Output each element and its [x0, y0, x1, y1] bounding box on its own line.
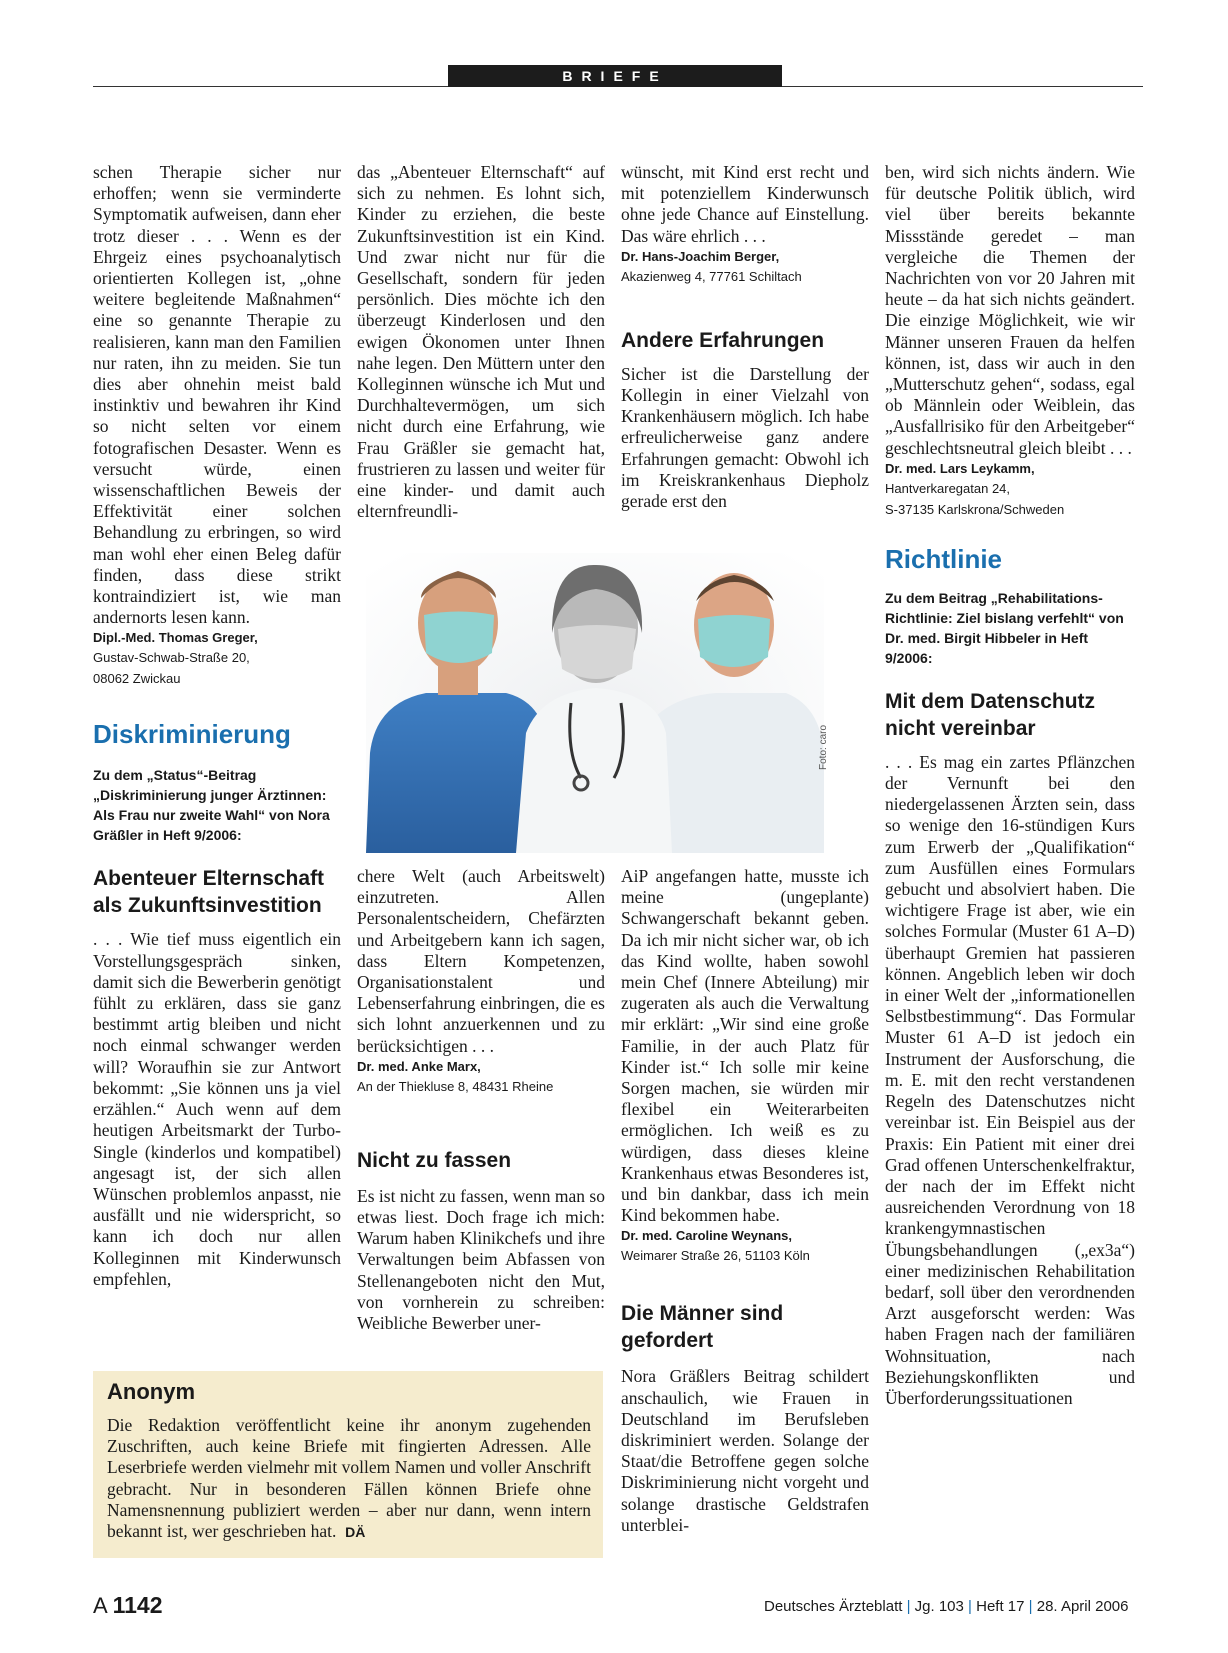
- column-3: [621, 162, 869, 512]
- page-number-value: 1142: [112, 1592, 163, 1618]
- page-number: [93, 1592, 163, 1619]
- page-prefix: A: [93, 1593, 107, 1618]
- author-address: Weimarer Straße 26, 51103 Köln: [621, 1248, 810, 1264]
- anonym-notice-box: [93, 1371, 603, 1558]
- author-address: Gustav-Schwab-Straße 20,: [93, 650, 250, 666]
- notice-text: Die Redaktion veröffentlicht keine ihr anonym zugehenden Zuschriften, auch keine Briefe mit fingierten Adressen. Alle Leserbriefe werden vielmehr mit vollem Namen und voller Anschrift gebracht. Nur in besonderen Fällen können Briefe ohne Namensnennung publiziert werden – aber nur dann, wenn intern bekannt ist, wer geschrieben hat.: [107, 1415, 591, 1542]
- letter-text: AiP angefangen hatte, musste ich meine (ungeplante) Schwangerschaft bekannt geben. Da ich mir nicht sicher war, ob ich das Kind wollte, haben sowohl mein Chef (Innere Abteilung) mir zugeraten als auch die Verwaltung mir erklärt: „Wir sind eine große Familie, in der auch Platz für Kinder ist.“ Ich solle mir keine Sorgen machen, sie würden mir flexibel ein Weiterarbeiten ermöglichen. Ich weiß es zu würdigen, dass dieses kleine Krankenhaus etwas Besonderes ist, und bin dankbar, dass ich mein Kind bekommen habe.: [621, 866, 869, 1226]
- letter-text: Es ist nicht zu fassen, wenn man so etwas liest. Doch frage ich mich: Warum haben Klinikchefs und ihre Verwaltungen beim Abfassen von Stellenangeboten nicht den Mut, von vornherein zu schreiben: Weibliche Bewerber uner-: [357, 1185, 605, 1334]
- letter-text: Sicher ist die Darstellung der Kollegin in einer Vielzahl von Krankenhäusern möglich. Ich habe erfreulicherweise ganz andere Erfahrungen gemacht: Obwohl ich im Kreiskrankenhaus Diepholz gerade erst den: [621, 363, 869, 512]
- letter-text: . . . Es mag ein zartes Pflänzchen der Vernunft bei den niedergelassenen Ärzten sein, dass so wenige den 16-stündigen Kurs zum Erwerb der „Qualifikation“ zum Ausfüllen eines Formulars gebucht und absolviert haben. Die wichtigere Frage ist aber, wie ein solches Formular (Muster 61 A–D) überhaupt Gremien hat passieren können. Angeblich leben wir doch in einer Welt der „informationellen Selbstbestimmung“. Das Formular Muster 61 A–D ist jedoch ein Instrument der Ausforschung, die m. E. mit den recht verstandenen Regeln des Datenschutzes nicht vereinbar ist. Ein Beispiel aus der Praxis: Ein Patient mit einer drei Grad offenen Unterschenkelfraktur, der nach der im Effekt nicht ausreichenden Verordnung von 18 krankengymnastischen Übungsbehandlungen („ex3a“) einer medizinischen Rehabilitation bedarf, soll über den verordnenden Arzt ausgeforscht werden: Was haben Fragen nach der familiären Wohnsituation, nach Beziehungskonflikten und Überforderungssituationen: [885, 751, 1135, 1408]
- letter-headline: Mit dem Datenschutz nicht vereinbar: [885, 689, 1096, 740]
- author-address: S-37135 Karlskrona/Schweden: [885, 501, 1065, 517]
- column-2-lower: [357, 866, 605, 1334]
- column-3-lower: [621, 866, 869, 1536]
- column-1: [93, 162, 341, 1290]
- journal-date: 28. April 2006: [1036, 1598, 1129, 1615]
- journal-info: Deutsches Ärzteblatt | Jg. 103 | Heft 17 | 28. April 2006: [764, 1598, 1129, 1615]
- author-name: Dipl.-Med. Thomas Greger,: [93, 630, 258, 646]
- author-address: 08062 Zwickau: [93, 671, 181, 687]
- journal-name: Deutsches Ärzteblatt: [764, 1598, 903, 1615]
- letter-headline: Die Männer sind gefordert: [621, 1302, 784, 1353]
- doctors-photo: [366, 553, 824, 853]
- author-address: Akazienweg 4, 77761 Schiltach: [621, 268, 802, 284]
- letter-text: das „Abenteuer Elternschaft“ auf sich zu nehmen. Es lohnt sich, Kinder zu erziehen, die beste Zukunftsinvestition ist ein Kind. Und zwar nicht nur für die Gesellschaft, sondern für jeden persönlich. Dies möchte ich den überzeugt Kinderlosen und den ewigen Ökonomen unter Ihnen nahe legen. Den Müttern unter den Kolleginnen wünsche ich Mut und Durchhaltevermögen, um sich nicht durch eine Erfahrung, wie Frau Gräßler sie gemacht hat, frustrieren zu lassen und weiter für eine kinder- und damit auch elternfreundli-: [357, 162, 605, 522]
- notice-title: Anonym: [107, 1379, 195, 1404]
- reference-intro: Zu dem Beitrag „Rehabilitations-Richtlinie: Ziel bislang verfehlt“ von Dr. med. Birgit Hibbeler in Heft 9/2006:: [885, 589, 1124, 666]
- letter-text: schen Therapie sicher nur erhoffen; wenn sie verminderte Symptomatik aufweisen, dann eher trotz dieser . . . Wenn es der Ehrgeiz eines psychoanalytisch orientierten Kollegen ist, „ohne weitere begleitende Maßnahmen“ eine so genannte Therapie zu realisieren, kann man den Familien nur raten, ihn zu meiden. Sie tun dies aber ohnehin meist bald instinktiv und bewahren ihr Kind so nicht selten vor einem fotografischen Desaster. Wenn es versucht würde, einen wissenschaftlichen Beweis der Effektivität einer solchen Behandlung zu erbringen, so wird man wohl eher einen Beleg dafür finden, dass diese strikt kontraindiziert ist, wie man andernorts lesen kann.: [93, 162, 341, 628]
- author-name: Dr. Hans-Joachim Berger,: [621, 248, 780, 264]
- notice-body: [107, 1415, 591, 1543]
- letter-text: . . . Wie tief muss eigentlich ein Vorstellungsgespräch sinken, damit sich die Bewerberin genötigt fühlt zu erklären, dass sie ganz bestimmt artig bleiben und nicht noch einmal schwanger werden will? Woraufhin sie zur Antwort bekommt: „Sie können uns ja viel erzählen.“ Auch wenn auf dem heutigen Arbeitsmarkt der Turbo-Single (kinderlos und kompatibel) angesagt ist, der sich allen Wünschen problemlos anpasst, nie ausfällt und nie widerspricht, so kann ich doch nur allen Kolleginnen mit Kinderwunsch empfehlen,: [93, 929, 341, 1289]
- rubric-heading: Diskriminierung: [93, 719, 291, 750]
- letter-text: wünscht, mit Kind erst recht und mit potenziellem Kinderwunsch ohne jede Chance auf Einstellung. Das wäre ehrlich . . .: [621, 162, 869, 246]
- letter-text: ben, wird sich nichts ändern. Wie für deutsche Politik üblich, wird viel über bereits bekannte Missstände geredet – man vergleiche die Themen der Nachrichten von vor 20 Jahren mit heute – da hat sich nichts geändert. Die einzige Möglichkeit, wie wir Männer unseren Frauen da helfen können, ist, dass wir auch in den „Mutterschutz gehen“, sodass, egal ob Männlein oder Weiblein, das „Ausfallrisiko für den Arbeitgeber“ geschlechtsneutral gleich bleibt . . .: [885, 162, 1135, 458]
- column-2: [357, 162, 605, 522]
- author-address: Hantverkaregatan 24,: [885, 480, 1011, 496]
- author-name: Dr. med. Caroline Weynans,: [621, 1228, 792, 1244]
- letter-headline: Andere Erfahrungen: [621, 328, 825, 352]
- letter-headline: Nicht zu fassen: [357, 1148, 512, 1172]
- journal-volume: Jg. 103: [914, 1598, 964, 1615]
- letter-text: chere Welt (auch Arbeitswelt) einzutreten. Allen Personalentscheidern, Chefärzten und Arbeitgebern kann ich sagen, dass Eltern Kompetenzen, Organisationstalent und Lebenserfahrung einbringen, die es sich lohnt anzuerkennen und zu berücksichtigen . . .: [357, 866, 605, 1056]
- rubric-heading: Richtlinie: [885, 543, 1003, 574]
- section-label: BRIEFE: [448, 65, 782, 87]
- author-name: Dr. med. Anke Marx,: [357, 1058, 481, 1074]
- journal-issue: Heft 17: [976, 1598, 1025, 1615]
- letter-text: Nora Gräßlers Beitrag schildert anschaulich, wie Frauen in Deutschland im Berufsleben diskriminiert werden. Solange der Staat/die Betroffene gegen solche Diskriminierung nicht vorgeht und solange drastische Geldstrafen unterblei-: [621, 1366, 869, 1535]
- reference-intro: Zu dem „Status“-Beitrag „Diskriminierung junger Ärztinnen: Als Frau nur zweite Wahl“ von Nora Gräßler in Heft 9/2006:: [93, 767, 330, 844]
- author-name: Dr. med. Lars Leykamm,: [885, 460, 1035, 476]
- author-address: An der Thiekluse 8, 48431 Rheine: [357, 1078, 554, 1094]
- letter-headline: Abenteuer Elternschaft als Zukunftsinvestition: [93, 867, 325, 918]
- column-4: [885, 162, 1135, 1409]
- editorial-mark: DÄ: [345, 1524, 366, 1541]
- photo-credit: Foto: caro: [818, 724, 829, 770]
